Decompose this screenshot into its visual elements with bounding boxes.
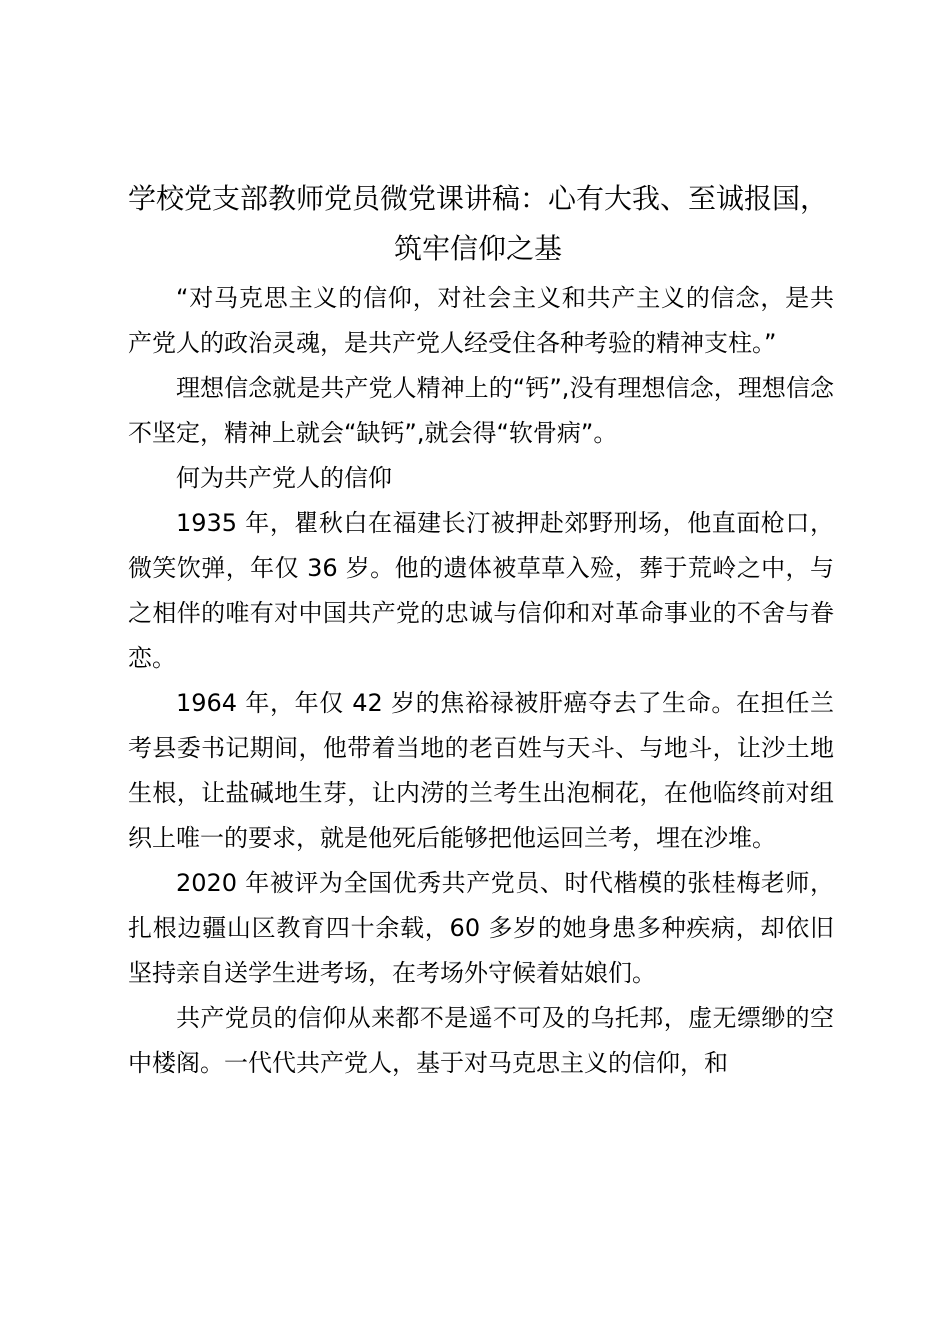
document-title: 学校党支部教师党员微党课讲稿：心有大我、至诚报国，筑牢信仰之基 <box>128 182 829 265</box>
paragraph-belief: 共产党员的信仰从来都不是遥不可及的乌托邦，虚无缥缈的空中楼阁。一代代共产党人，基于对马克思主义的信仰，和 <box>128 1004 834 1077</box>
document-body <box>128 276 834 1086</box>
paragraph-ideals: 理想信念就是共产党人精神上的“钙”,没有理想信念，理想信念不坚定，精神上就会“缺钙”,就会得“软骨病”。 <box>128 374 834 447</box>
paragraph-quote: “对马克思主义的信仰，对社会主义和共产主义的信念，是共产党人的政治灵魂，是共产党人经受住各种考验的精神支柱。” <box>128 284 834 357</box>
section-heading: 何为共产党人的信仰 <box>176 464 392 492</box>
paragraph-zhang-guimei: 2020 年被评为全国优秀共产党员、时代楷模的张桂梅老师，扎根边疆山区教育四十余载，60 多岁的她身患多种疾病，却依旧坚持亲自送学生进考场，在考场外守候着姑娘们。 <box>128 869 834 987</box>
paragraph-qu-qiubai: 1935 年，瞿秋白在福建长汀被押赴郊野刑场，他直面枪口，微笑饮弹，年仅 36 岁。他的遗体被草草入殓，葬于荒岭之中，与之相伴的唯有对中国共产党的忠诚与信仰和对革命事业的不舍与眷恋。 <box>128 509 834 672</box>
paragraph-jiao-yulu: 1964 年，年仅 42 岁的焦裕禄被肝癌夺去了生命。在担任兰考县委书记期间，他带着当地的老百姓与天斗、与地斗，让沙土地生根，让盐碱地生芽，让内涝的兰考生出泡桐花，在他临终前对组织上唯一的要求，就是他死后能够把他运回兰考，埋在沙堆。 <box>128 689 834 852</box>
